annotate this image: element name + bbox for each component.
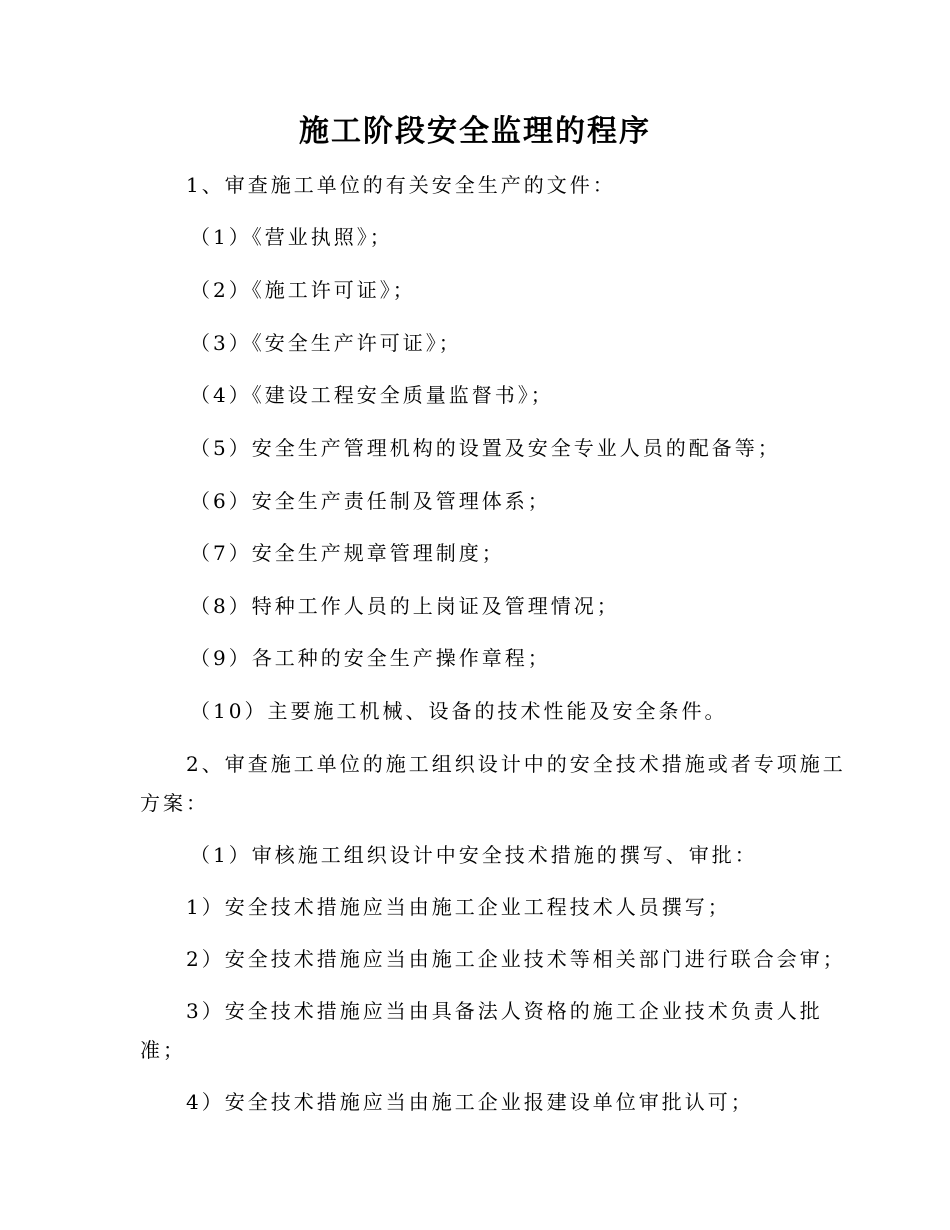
section-2-subheading-1: （1）审核施工组织设计中安全技术措施的撰写、审批： bbox=[190, 843, 758, 867]
section-1-item-5: （5）安全生产管理机构的设置及安全专业人员的配备等； bbox=[190, 436, 781, 460]
section-2-point-3-line-2: 准； bbox=[140, 1038, 186, 1062]
section-1-item-6: （6）安全生产责任制及管理体系； bbox=[190, 489, 551, 513]
section-1-item-4: （4）《建设工程安全质量监督书》； bbox=[190, 383, 554, 407]
document-title: 施工阶段安全监理的程序 bbox=[299, 114, 651, 149]
section-2-heading-line-2: 方案： bbox=[140, 791, 209, 815]
section-1-item-3: （3）《安全生产许可证》； bbox=[190, 331, 462, 355]
section-2-point-1: 1）安全技术措施应当由施工企业工程技术人员撰写； bbox=[186, 895, 731, 919]
section-1-item-9: （9）各工种的安全生产操作章程； bbox=[190, 646, 551, 670]
section-1-item-10: （10）主要施工机械、设备的技术性能及安全条件。 bbox=[190, 699, 728, 723]
section-1-item-8: （8）特种工作人员的上岗证及管理情况； bbox=[190, 594, 620, 618]
section-1-item-1: （1）《营业执照》； bbox=[190, 225, 393, 249]
section-1-item-2: （2）《施工许可证》； bbox=[190, 278, 416, 302]
section-1-item-7: （7）安全生产规章管理制度； bbox=[190, 541, 505, 565]
section-2-point-3-line-1: 3）安全技术措施应当由具备法人资格的施工企业技术负责人批 bbox=[186, 999, 823, 1023]
section-1-heading: 1、审查施工单位的有关安全生产的文件： bbox=[186, 173, 616, 197]
section-2-point-2: 2）安全技术措施应当由施工企业技术等相关部门进行联合会审； bbox=[186, 947, 846, 971]
section-2-heading-line-1: 2、审查施工单位的施工组织设计中的安全技术措施或者专项施工 bbox=[186, 752, 846, 776]
section-2-point-4: 4）安全技术措施应当由施工企业报建设单位审批认可； bbox=[186, 1090, 754, 1114]
